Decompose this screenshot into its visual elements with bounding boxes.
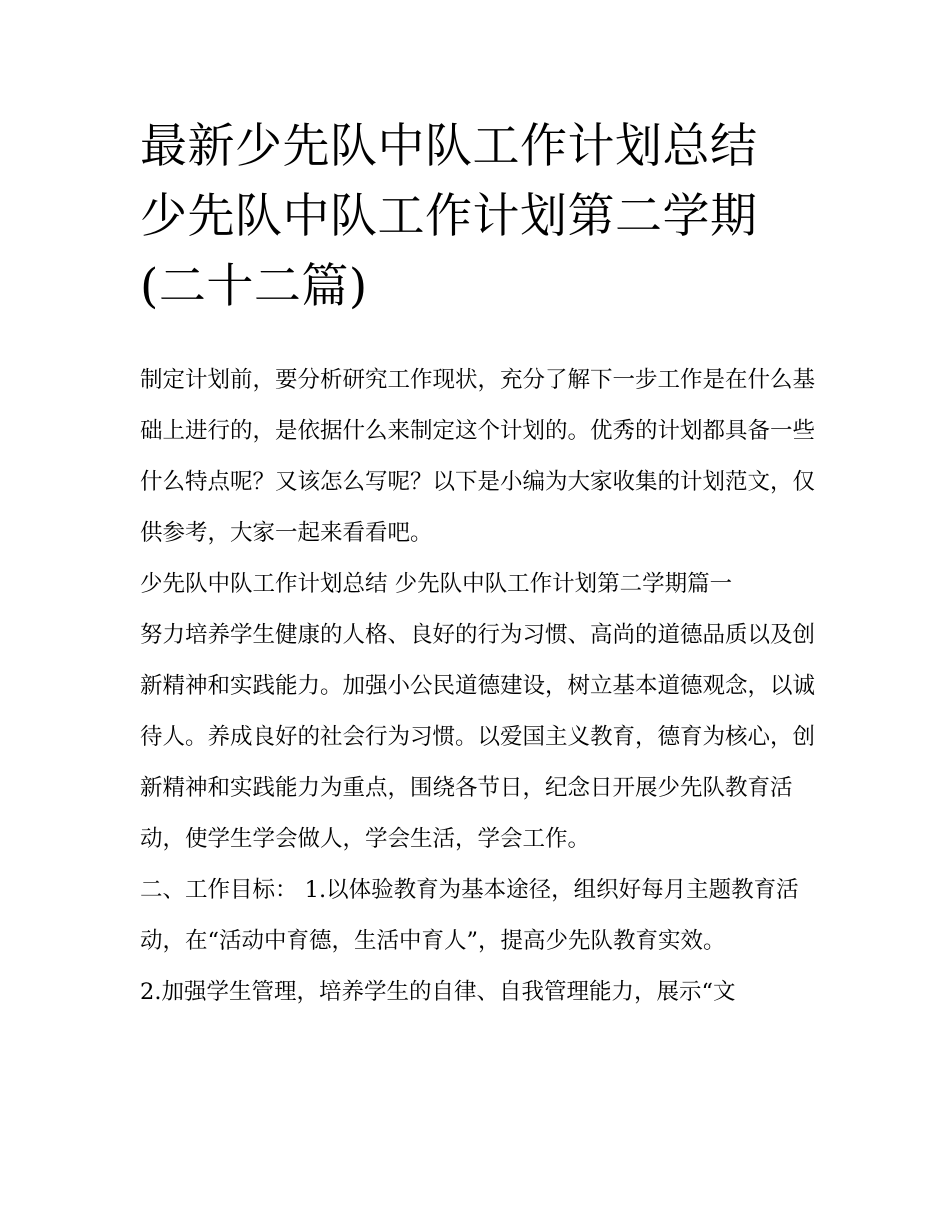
- document-body: [140, 355, 815, 1018]
- document-title: [140, 112, 820, 322]
- title-line-1: 最新少先队中队工作计划总结: [140, 119, 758, 174]
- intro-paragraph: 制定计划前，要分析研究工作现状，充分了解下一步工作是在什么基础上进行的，是依据什么来制定这个计划的。优秀的计划都具备一些什么特点呢？又该怎么写呢？以下是小编为大家收集的计划范文，仅供参考，大家一起来看看吧。: [140, 367, 816, 546]
- title-line-2: 少先队中队工作计划第二学期: [140, 189, 758, 244]
- section-heading: 少先队中队工作计划总结 少先队中队工作计划第二学期篇一: [140, 571, 733, 597]
- body-paragraph: 努力培养学生健康的人格、良好的行为习惯、高尚的道德品质以及创新精神和实践能力。加强小公民道德建设，树立基本道德观念，以诚待人。养成良好的社会行为习惯。以爱国主义教育，德育为核心，创新精神和实践能力为重点，围绕各节日，纪念日开展少先队教育活动，使学生学会做人，学会生活，学会工作。: [140, 622, 816, 852]
- goal-item-paragraph: 2.加强学生管理，培养学生的自律、自我管理能力，展示“文: [140, 979, 736, 1005]
- title-line-3: (二十二篇): [140, 259, 368, 314]
- work-goal-paragraph: 二、工作目标： 1.以体验教育为基本途径，组织好每月主题教育活动，在“活动中育德，生活中育人”，提高少先队教育实效。: [140, 877, 799, 954]
